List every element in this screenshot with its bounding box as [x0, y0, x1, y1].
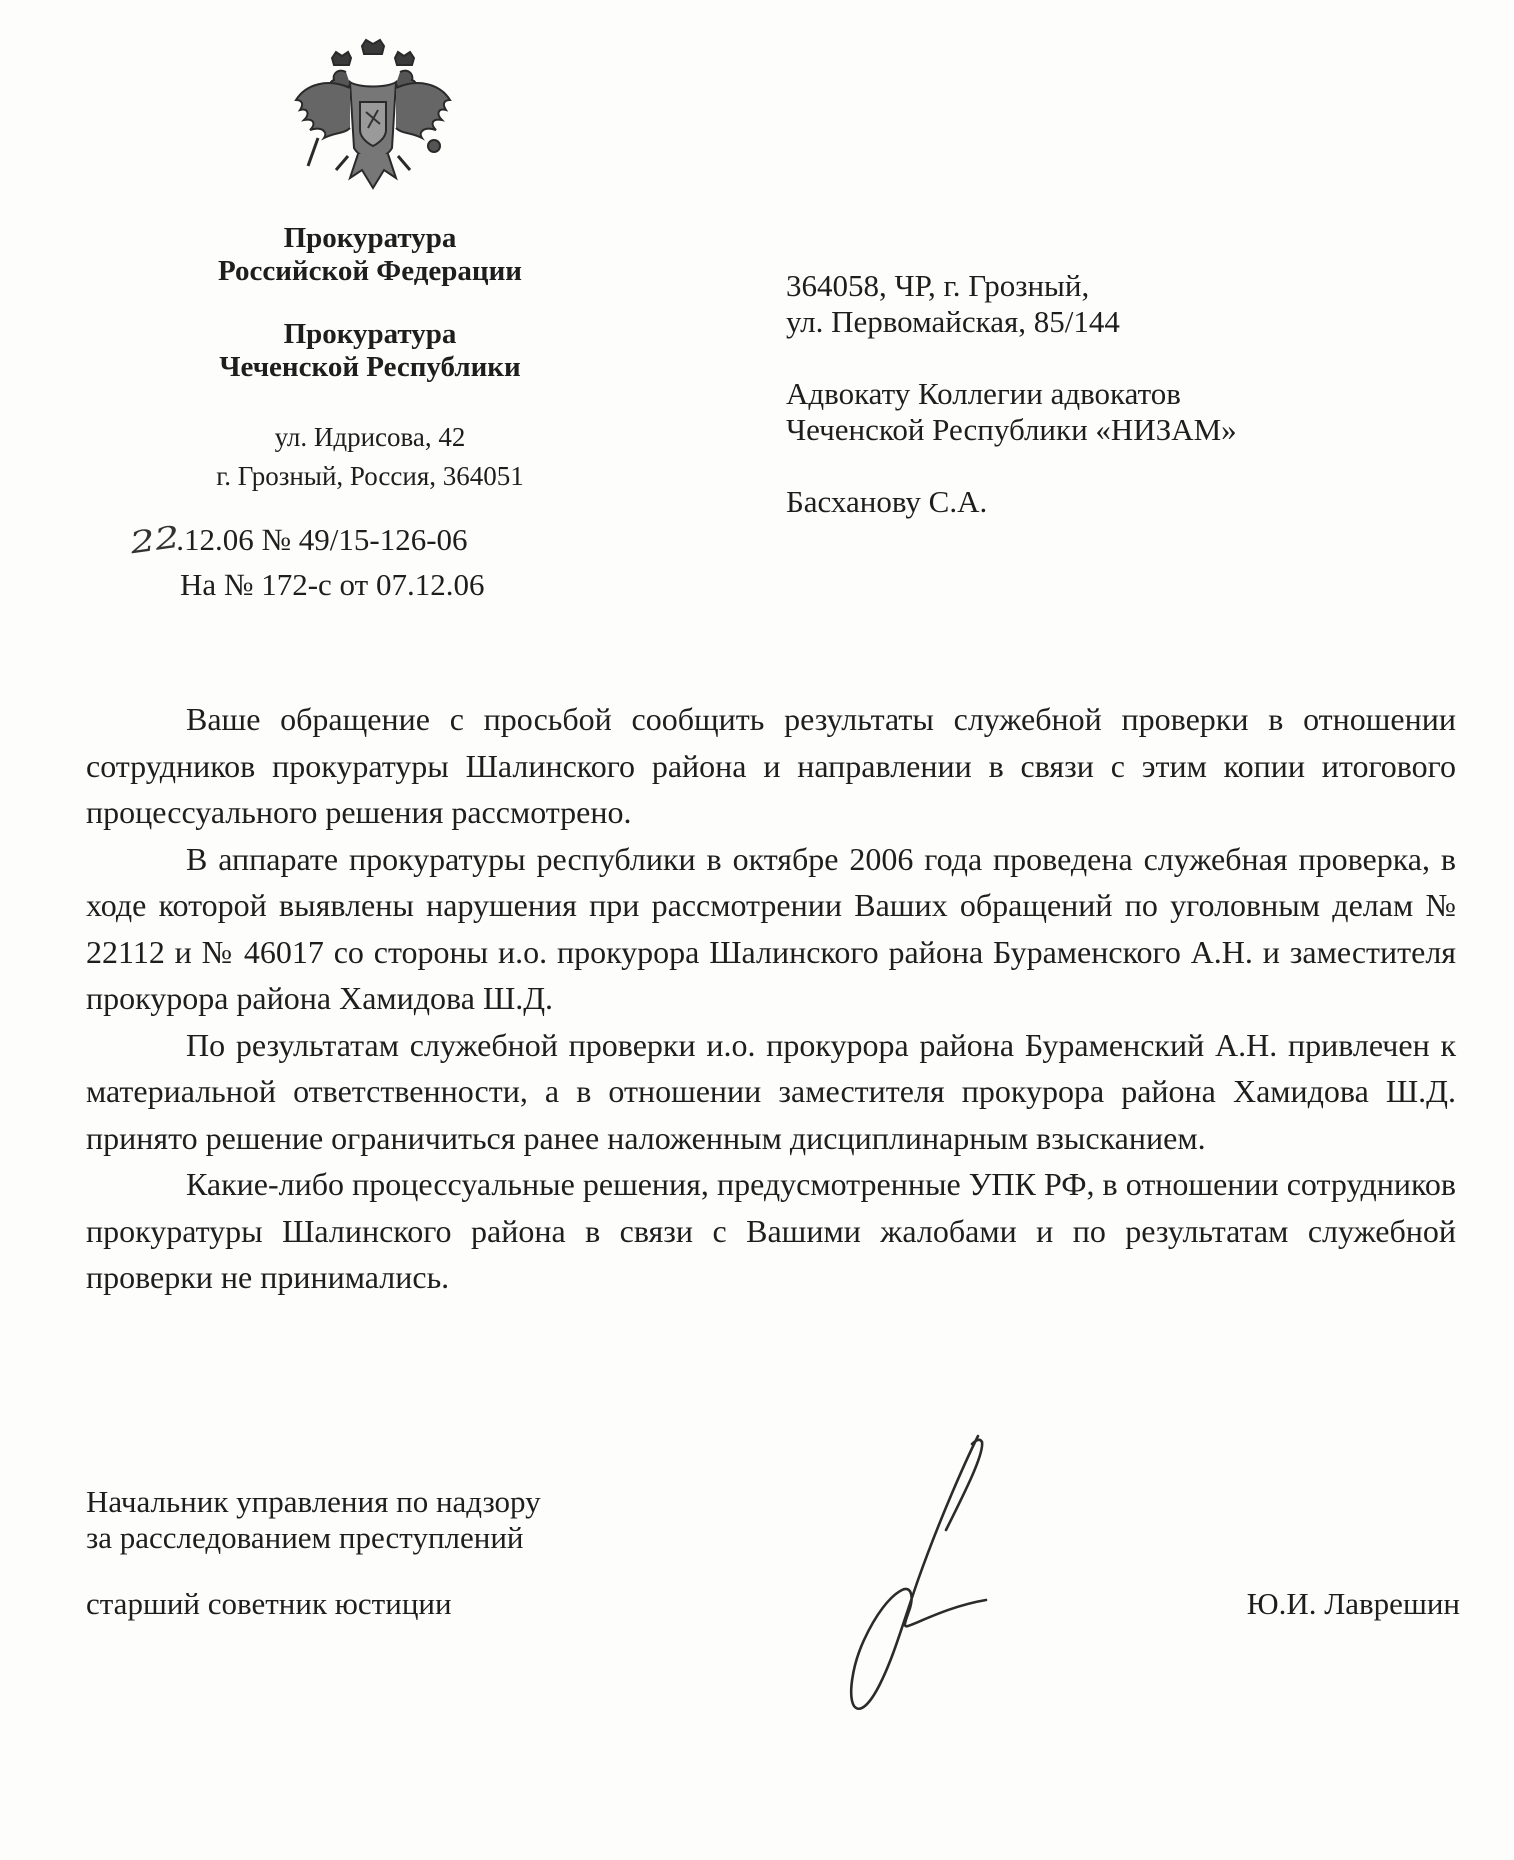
addressee-block	[786, 268, 1486, 520]
letterhead	[150, 222, 590, 496]
org-line-2: Российской Федерации	[217, 255, 522, 287]
org-name-1	[150, 222, 590, 288]
signatory-title	[86, 1484, 541, 1556]
signatory-title-line-1: Начальник управления по надзору	[86, 1484, 541, 1519]
signatory-rank: старший советник юстиции	[86, 1586, 452, 1621]
incoming-ref: На № 172-с от 07.12.06	[180, 567, 485, 602]
address-line-2: г. Грозный, Россия, 364051	[216, 461, 524, 491]
handwritten-day: 22	[128, 519, 183, 562]
addressee-address-1: 364058, ЧР, г. Грозный,	[786, 268, 1090, 303]
body-paragraph-3: По результатам служебной проверки и.о. прокурора района Бураменский А.Н. привлечен к материальной ответственности, а в отношении заместителя прокурора района Хамидова Ш.Д. принято решение ограничиться ранее наложенным дисциплинарным взысканием.	[86, 1026, 1456, 1156]
org-line-4: Чеченской Республики	[219, 351, 521, 383]
outgoing-ref	[128, 518, 596, 563]
signatory-name: Ю.И. Лаврешин	[1246, 1586, 1460, 1621]
addressee-name: Басханову С.А.	[786, 484, 988, 519]
reference-number	[128, 518, 596, 607]
signatory-title-line-2: за расследованием преступлений	[86, 1520, 524, 1555]
org-line-1: Прокуратура	[283, 222, 457, 254]
address-line-1: ул. Идрисова, 42	[274, 422, 466, 452]
body-paragraph-2: В аппарате прокуратуры республики в октябре 2006 года проведена служебная проверка, в ходе которой выявлены нарушения при рассмотрении Ваших обращений по уголовным делам № 22112 и № 46017 со стороны и.о. прокурора Шалинского района Бураменского А.Н. и заместителя прокурора района Хамидова Ш.Д.	[86, 840, 1456, 1016]
outgoing-ref-text: .12.06 № 49/15-126-06	[176, 522, 468, 557]
org-address	[150, 418, 590, 496]
letter-body	[86, 696, 1456, 1301]
addressee-address-2: ул. Первомайская, 85/144	[786, 304, 1120, 339]
body-paragraph-4: Какие-либо процессуальные решения, предусмотренные УПК РФ, в отношении сотрудников прокуратуры Шалинского района в связи с Вашими жалобами и по результатам служебной проверки не принимались.	[86, 1166, 1456, 1295]
addressee-title-2: Чеченской Республики «НИЗАМ»	[786, 412, 1237, 447]
body-paragraph-1: Ваше обращение с просьбой сообщить результаты служебной проверки в отношении сотрудников прокуратуры Шалинского района и направлении в связи с этим копии итогового процессуального решения рассмотрено.	[86, 701, 1456, 830]
addressee-title-1: Адвокату Коллегии адвокатов	[786, 376, 1181, 411]
org-name-2	[150, 318, 590, 384]
org-line-3: Прокуратура	[283, 318, 457, 350]
handwritten-signature-icon	[790, 1430, 1030, 1720]
russian-coat-of-arms-icon	[288, 38, 458, 208]
